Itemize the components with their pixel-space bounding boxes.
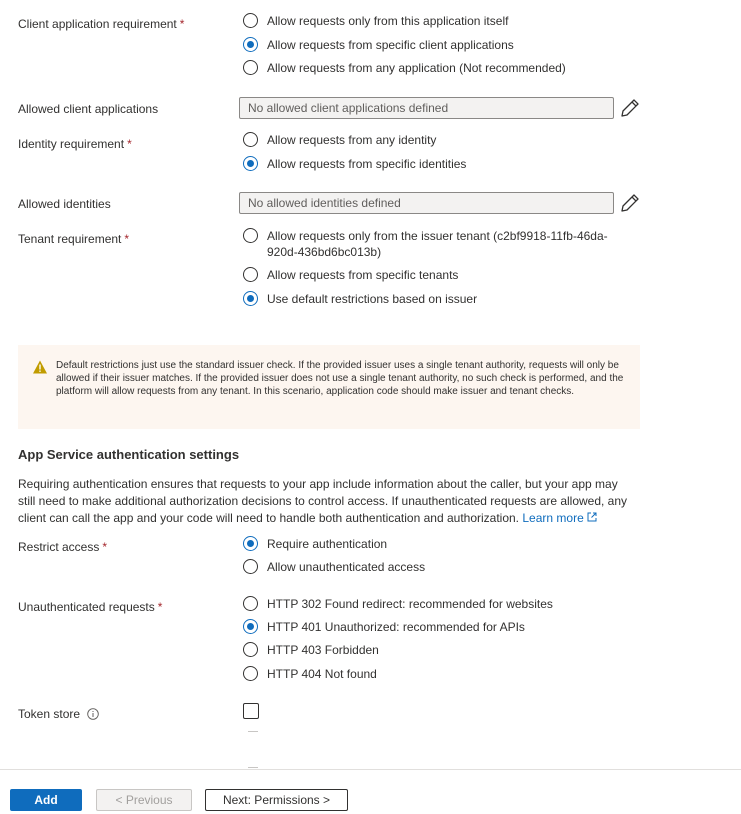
radio-http-404[interactable]: HTTP 404 Not found bbox=[243, 666, 377, 682]
radio-http-403[interactable]: HTTP 403 Forbidden bbox=[243, 642, 379, 658]
radio-button[interactable] bbox=[243, 291, 258, 306]
auth-settings-heading: App Service authentication settings bbox=[18, 447, 240, 462]
radio-button[interactable] bbox=[243, 536, 258, 551]
auth-settings-description: Requiring authentication ensures that requests to your app include information about the caller, but your app may still need to make additional authorization decisions to control access. If unauthenticated requests are allowed, any client can call the app and your code will need to handle both authentication and authorization. Learn more bbox=[18, 477, 628, 525]
learn-more-link[interactable]: Learn more bbox=[522, 511, 597, 525]
radio-button[interactable] bbox=[243, 619, 258, 634]
pencil-icon[interactable] bbox=[618, 96, 642, 120]
radio-tenant-issuer[interactable]: Allow requests only from the issuer tenant (c2bf9918-11fb-46da-920d-436bd6bc013b) bbox=[243, 228, 638, 260]
radio-require-auth[interactable]: Require authentication bbox=[243, 536, 387, 552]
radio-button[interactable] bbox=[243, 156, 258, 171]
radio-tenant-specific[interactable]: Allow requests from specific tenants bbox=[243, 267, 458, 283]
pencil-icon[interactable] bbox=[618, 191, 642, 215]
divider bbox=[248, 767, 258, 768]
radio-tenant-default[interactable]: Use default restrictions based on issuer bbox=[243, 291, 477, 307]
radio-client-any[interactable]: Allow requests from any application (Not recommended) bbox=[243, 60, 566, 76]
radio-button[interactable] bbox=[243, 60, 258, 75]
info-icon[interactable] bbox=[87, 708, 99, 720]
token-store-label: Token store bbox=[18, 707, 99, 721]
next-permissions-button[interactable]: Next: Permissions > bbox=[205, 789, 348, 811]
allowed-clients-label: Allowed client applications bbox=[18, 102, 159, 116]
warning-banner bbox=[18, 345, 640, 429]
warning-icon bbox=[32, 359, 48, 375]
radio-button[interactable] bbox=[243, 132, 258, 147]
client-app-requirement-label: Client application requirement * bbox=[18, 17, 185, 31]
radio-button[interactable] bbox=[243, 228, 258, 243]
restrict-access-label: Restrict access * bbox=[18, 540, 108, 554]
radio-client-specific[interactable]: Allow requests from specific client applications bbox=[243, 37, 514, 53]
footer-bar bbox=[0, 769, 741, 814]
radio-allow-unauth[interactable]: Allow unauthenticated access bbox=[243, 559, 425, 575]
allowed-identities-field[interactable]: No allowed identities defined bbox=[239, 192, 614, 214]
radio-button[interactable] bbox=[243, 559, 258, 574]
divider bbox=[248, 731, 258, 732]
add-button[interactable]: Add bbox=[10, 789, 82, 811]
radio-button[interactable] bbox=[243, 596, 258, 611]
radio-http-401[interactable]: HTTP 401 Unauthorized: recommended for APIs bbox=[243, 619, 525, 635]
radio-http-302[interactable]: HTTP 302 Found redirect: recommended for websites bbox=[243, 596, 553, 612]
identity-requirement-label: Identity requirement * bbox=[18, 137, 132, 151]
tenant-requirement-label: Tenant requirement * bbox=[18, 232, 130, 246]
radio-button[interactable] bbox=[243, 666, 258, 681]
unauth-requests-label: Unauthenticated requests * bbox=[18, 600, 163, 614]
radio-identity-any[interactable]: Allow requests from any identity bbox=[243, 132, 436, 148]
radio-button[interactable] bbox=[243, 642, 258, 657]
external-link-icon bbox=[587, 512, 597, 522]
token-store-checkbox[interactable] bbox=[243, 703, 259, 719]
allowed-clients-field[interactable]: No allowed client applications defined bbox=[239, 97, 614, 119]
radio-identity-specific[interactable]: Allow requests from specific identities bbox=[243, 156, 466, 172]
warning-text: Default restrictions just use the standard issuer check. If the provided issuer uses a single tenant authority, requests will only be allowed if their issuer matches. If the provided issuer does not use a single tenant authority, no such check is performed, and the platform will allow requests from any tenant. In this scenario, application code should make issuer and tenant checks. bbox=[56, 360, 624, 397]
radio-client-this-app[interactable]: Allow requests only from this application itself bbox=[243, 13, 508, 29]
allowed-identities-label: Allowed identities bbox=[18, 197, 111, 211]
radio-button[interactable] bbox=[243, 37, 258, 52]
previous-button[interactable]: < Previous bbox=[96, 789, 192, 811]
radio-button[interactable] bbox=[243, 13, 258, 28]
radio-button[interactable] bbox=[243, 267, 258, 282]
